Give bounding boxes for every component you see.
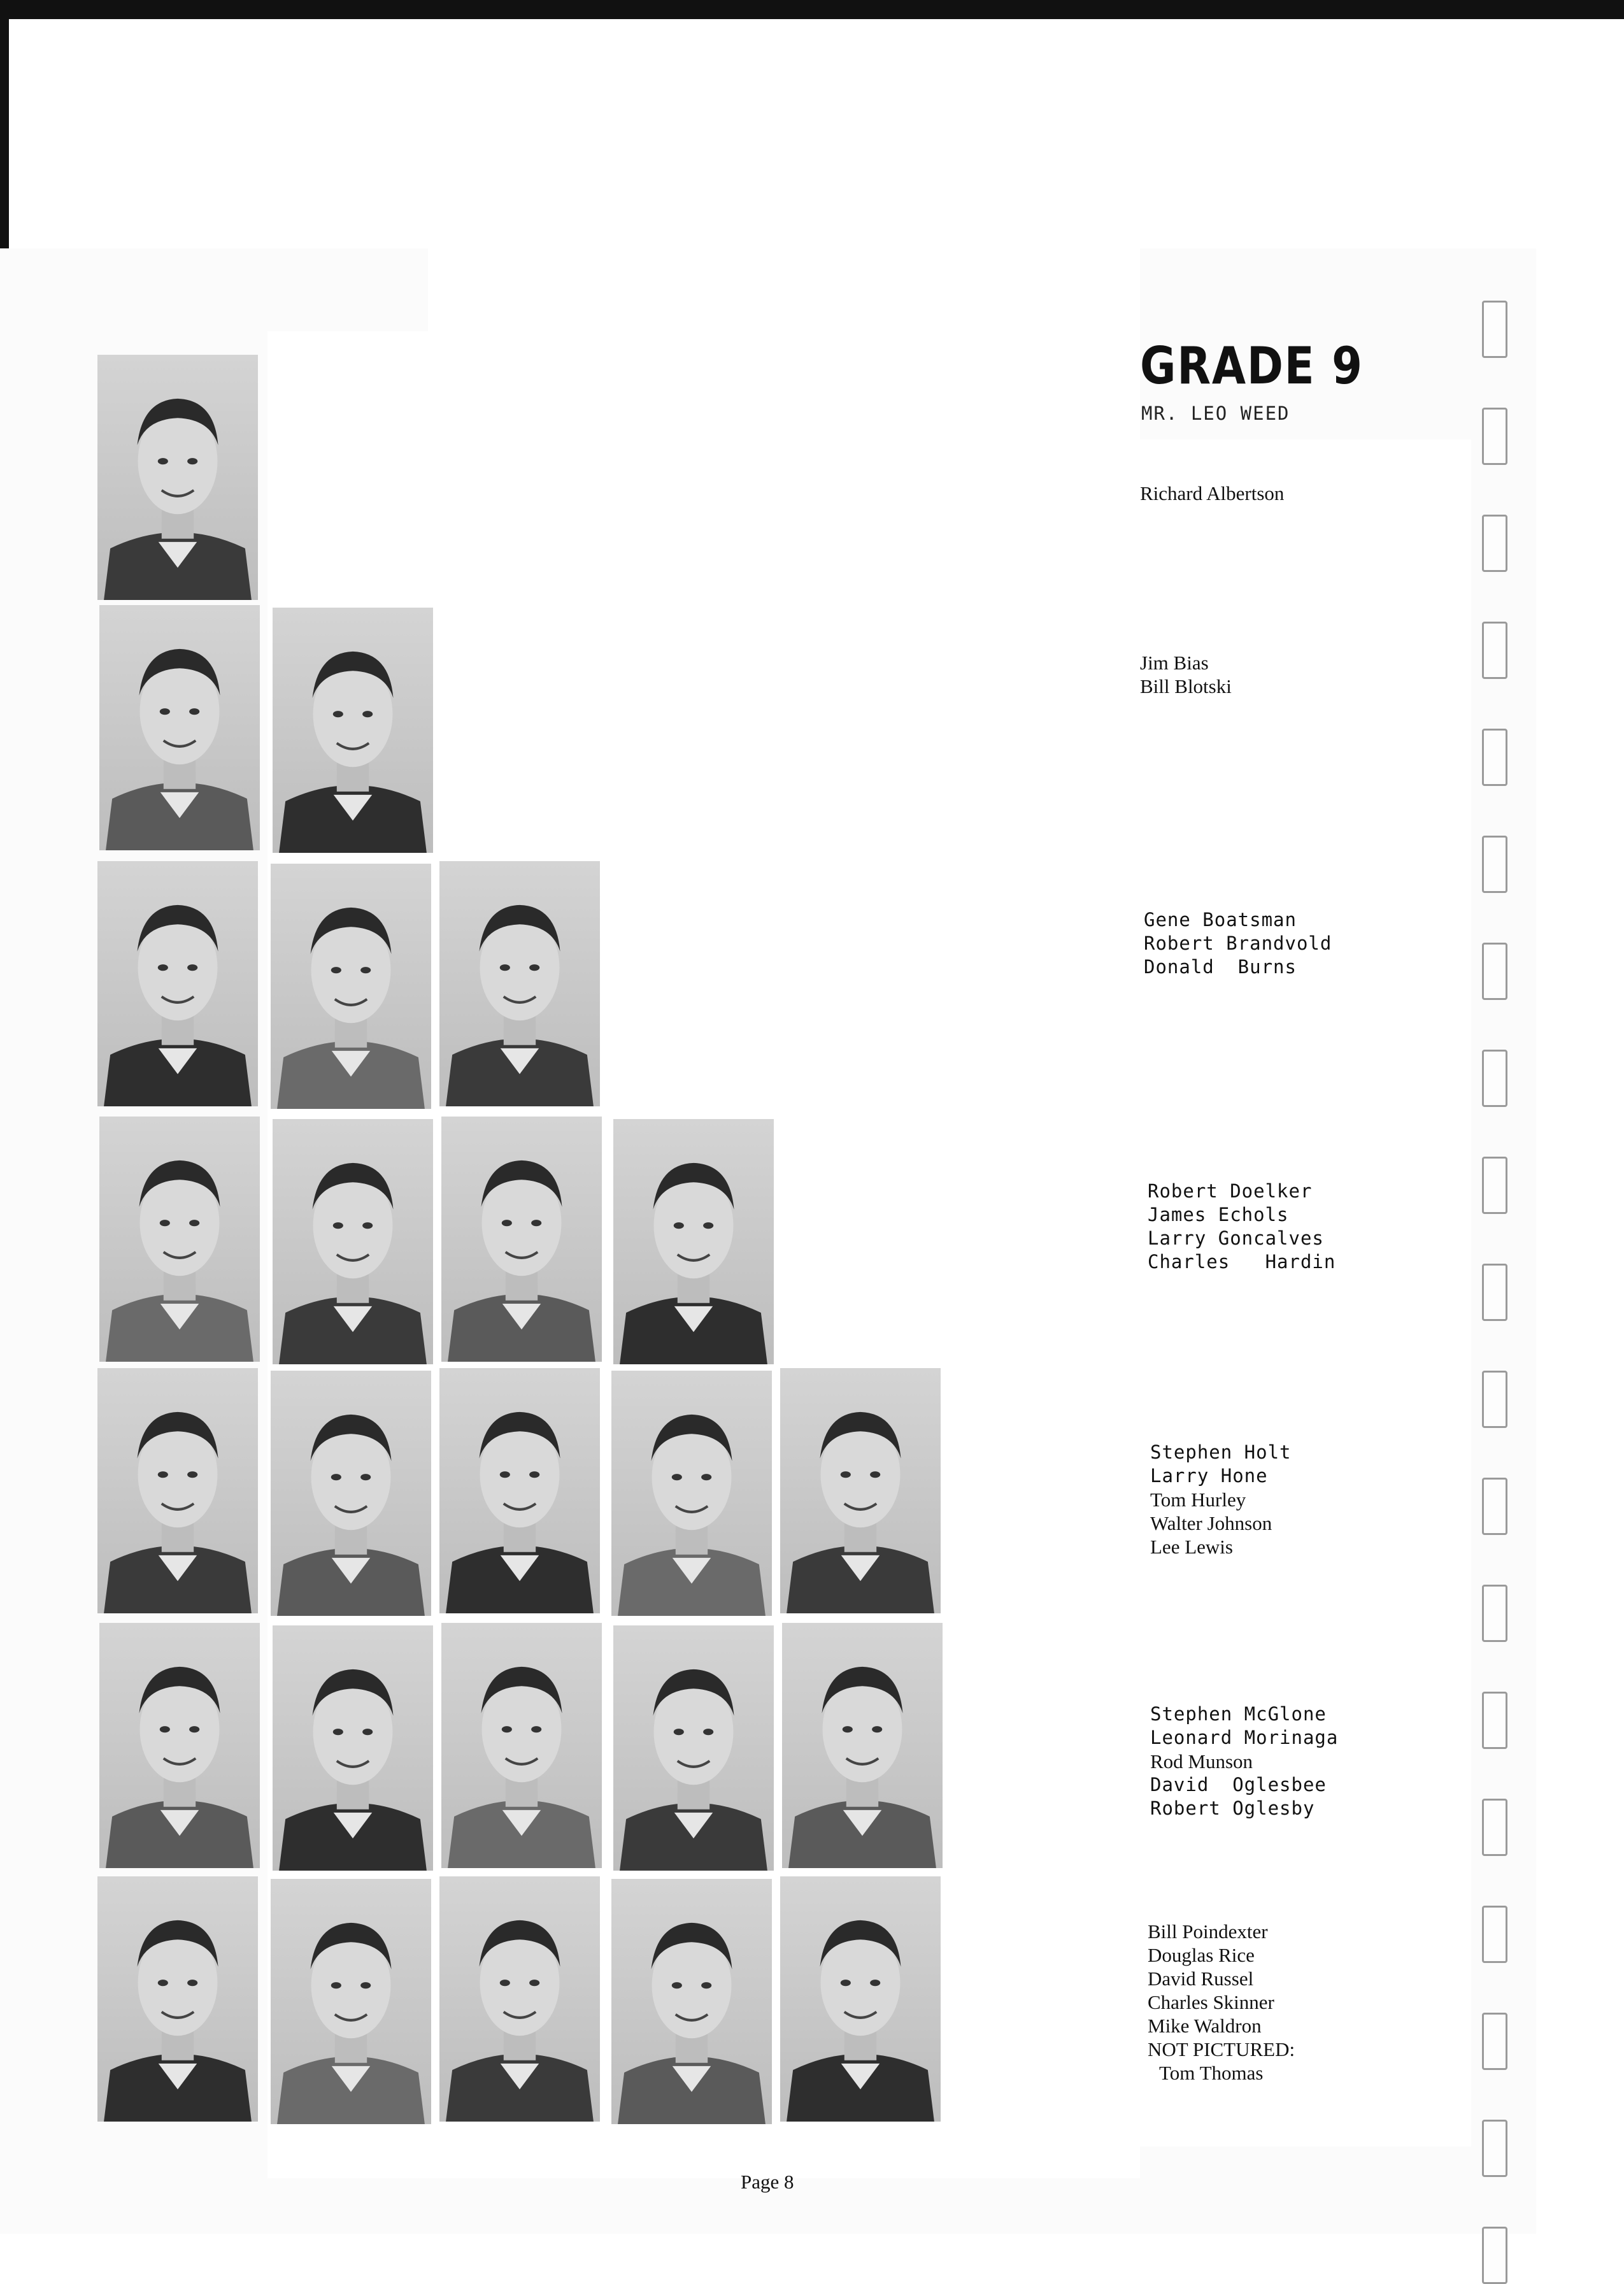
binder-hole xyxy=(1482,1585,1507,1642)
binder-hole xyxy=(1482,2013,1507,2070)
student-name: Douglas Rice xyxy=(1148,1944,1255,1966)
student-portrait xyxy=(439,1876,600,2122)
binder-hole xyxy=(1482,2227,1507,2284)
student-name: Bill Blotski xyxy=(1140,675,1232,697)
binder-hole xyxy=(1482,408,1507,465)
student-name: Gene Boatsman xyxy=(1144,909,1297,931)
binder-hole xyxy=(1482,1906,1507,1963)
student-portrait xyxy=(782,1623,943,1868)
binder-hole xyxy=(1482,836,1507,893)
name-group-6 xyxy=(1150,1702,1338,1820)
student-name: Jim Bias xyxy=(1140,652,1209,674)
student-name: Tom Thomas xyxy=(1159,2062,1264,2084)
student-portrait xyxy=(271,1879,431,2124)
binder-hole xyxy=(1482,622,1507,679)
student-name: Robert Doelker xyxy=(1148,1180,1313,1202)
binder-hole xyxy=(1482,943,1507,1000)
student-portrait xyxy=(97,1876,258,2122)
student-name: Walter Johnson xyxy=(1150,1512,1272,1534)
student-portrait xyxy=(439,861,600,1106)
student-portrait xyxy=(99,1623,260,1868)
binder-hole xyxy=(1482,1799,1507,1856)
student-name: Donald Burns xyxy=(1144,956,1297,978)
blank-area-top xyxy=(428,248,1140,338)
student-name: David Oglesbee xyxy=(1150,1774,1327,1795)
student-portrait xyxy=(97,1368,258,1613)
student-portrait xyxy=(611,1371,772,1616)
student-name: Charles Hardin xyxy=(1148,1251,1336,1273)
student-name: David Russel xyxy=(1148,1967,1254,1990)
student-portrait xyxy=(273,1625,433,1871)
student-portrait xyxy=(99,605,260,850)
binder-hole xyxy=(1482,1157,1507,1214)
name-group-4 xyxy=(1148,1180,1336,1274)
student-portrait xyxy=(441,1623,602,1868)
student-name: James Echols xyxy=(1148,1204,1289,1225)
student-portrait xyxy=(271,864,431,1109)
student-portrait xyxy=(613,1625,774,1871)
not-pictured-label: NOT PICTURED: xyxy=(1148,2038,1295,2060)
student-portrait xyxy=(99,1117,260,1362)
student-portrait xyxy=(780,1368,941,1613)
name-group-5 xyxy=(1150,1441,1292,1559)
student-portrait xyxy=(273,608,433,853)
name-group-2 xyxy=(1140,651,1232,698)
student-portrait xyxy=(439,1368,600,1613)
binder-hole xyxy=(1482,2120,1507,2177)
binder-hole xyxy=(1482,1264,1507,1321)
name-group-3 xyxy=(1144,908,1332,979)
teacher-name: MR. LEO WEED xyxy=(1141,403,1290,424)
student-name: Larry Goncalves xyxy=(1148,1227,1324,1249)
student-name: Larry Hone xyxy=(1150,1465,1268,1487)
binder-hole xyxy=(1482,515,1507,572)
scan-border-left xyxy=(0,0,9,248)
student-portrait xyxy=(271,1371,431,1616)
student-name: Richard Albertson xyxy=(1140,482,1285,504)
student-name: Mike Waldron xyxy=(1148,2015,1262,2037)
student-name: Stephen McGlone xyxy=(1150,1703,1327,1725)
student-portrait xyxy=(613,1119,774,1364)
grade-heading: GRADE 9 xyxy=(1140,336,1364,396)
student-portrait xyxy=(441,1117,602,1362)
binder-hole xyxy=(1482,1478,1507,1535)
student-portrait xyxy=(780,1876,941,2122)
student-name: Stephen Holt xyxy=(1150,1441,1292,1463)
student-name: Rod Munson xyxy=(1150,1750,1253,1773)
scan-border-top xyxy=(0,0,1624,19)
binder-hole xyxy=(1482,729,1507,786)
page-number: Page 8 xyxy=(741,2171,794,2193)
binder-hole xyxy=(1482,301,1507,358)
binder-hole xyxy=(1482,1371,1507,1428)
student-name: Robert Brandvold xyxy=(1144,932,1332,954)
student-name: Bill Poindexter xyxy=(1148,1920,1268,1943)
student-portrait xyxy=(273,1119,433,1364)
binder-hole xyxy=(1482,1692,1507,1749)
name-group-1 xyxy=(1140,482,1284,505)
student-portrait xyxy=(97,861,258,1106)
student-name: Leonard Morinaga xyxy=(1150,1727,1339,1748)
student-portrait xyxy=(97,355,258,600)
binder-hole xyxy=(1482,1050,1507,1107)
student-name: Lee Lewis xyxy=(1150,1536,1233,1558)
student-name: Robert Oglesby xyxy=(1150,1797,1315,1819)
student-name: Charles Skinner xyxy=(1148,1991,1274,2013)
student-name: Tom Hurley xyxy=(1150,1488,1246,1511)
name-group-7 xyxy=(1148,1920,1295,2085)
student-portrait xyxy=(611,1879,772,2124)
